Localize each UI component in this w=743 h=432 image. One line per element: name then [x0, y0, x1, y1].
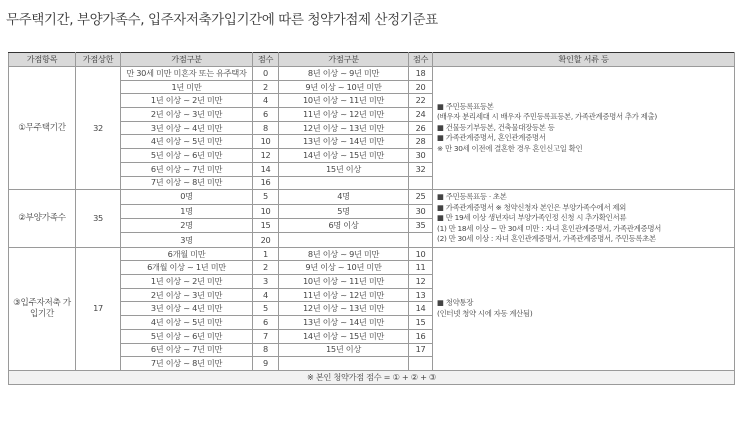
score-b-cell: 18 — [409, 67, 433, 81]
category-a-cell: 2명 — [121, 218, 253, 232]
score-b-cell: 12 — [409, 275, 433, 289]
score-b-cell: 25 — [409, 190, 433, 204]
document-note: (1) 만 18세 이상 ~ 만 30세 미만 : 자녀 혼인관계증명서, 가족관계증명서 — [437, 223, 661, 233]
category-a-cell: 4년 이상 ~ 5년 미만 — [121, 316, 253, 330]
category-b-cell: 15년 이상 — [279, 162, 409, 176]
score-b-cell: 35 — [409, 218, 433, 232]
item-cell: ②부양가족수 — [9, 190, 76, 248]
category-b-cell: 6명 이상 — [279, 218, 409, 232]
category-b-cell: 10년 이상 ~ 11년 미만 — [279, 94, 409, 108]
category-a-cell: 7년 이상 ~ 8년 미만 — [121, 176, 253, 190]
score-a-cell: 10 — [253, 135, 279, 149]
max-score-cell: 17 — [76, 247, 121, 370]
category-b-cell: 8년 이상 ~ 9년 미만 — [279, 247, 409, 261]
category-b-cell: 13년 이상 ~ 14년 미만 — [279, 316, 409, 330]
category-a-cell: 0명 — [121, 190, 253, 204]
category-b-cell: 5명 — [279, 204, 409, 218]
score-a-cell: 4 — [253, 288, 279, 302]
category-b-cell: 13년 이상 ~ 14년 미만 — [279, 135, 409, 149]
score-a-cell: 6 — [253, 108, 279, 122]
score-a-cell: 15 — [253, 218, 279, 232]
header-item: 가점항목 — [9, 53, 76, 67]
max-score-cell: 32 — [76, 67, 121, 190]
page-title: 무주택기간, 부양가족수, 입주자저축가입기간에 따른 청약가점제 산정기준표 — [6, 12, 438, 28]
score-b-cell — [409, 357, 433, 371]
score-b-cell: 14 — [409, 302, 433, 316]
score-a-cell: 14 — [253, 162, 279, 176]
category-b-cell: 9년 이상 ~ 10년 미만 — [279, 261, 409, 275]
category-b-cell — [279, 233, 409, 247]
document-note: ■ 건물등기부등본, 건축물대장등본 등 — [437, 122, 555, 132]
score-b-cell — [409, 233, 433, 247]
document-note: ■ 가족관계증명서, 혼인관계증명서 — [437, 133, 546, 143]
score-b-cell: 26 — [409, 121, 433, 135]
score-a-cell: 8 — [253, 121, 279, 135]
score-b-cell: 11 — [409, 261, 433, 275]
category-a-cell: 3명 — [121, 233, 253, 247]
document-note: ■ 청약통장 — [437, 298, 474, 308]
category-a-cell: 1년 이상 ~ 2년 미만 — [121, 275, 253, 289]
category-b-cell: 11년 이상 ~ 12년 미만 — [279, 288, 409, 302]
score-a-cell: 16 — [253, 176, 279, 190]
score-a-cell: 20 — [253, 233, 279, 247]
category-b-cell: 10년 이상 ~ 11년 미만 — [279, 275, 409, 289]
score-b-cell: 30 — [409, 149, 433, 163]
item-cell: ①무주택기간 — [9, 67, 76, 190]
header-score-a: 점수 — [253, 53, 279, 67]
document-note: (인터넷 청약 시에 자동 계산됨) — [437, 308, 533, 318]
category-a-cell: 5년 이상 ~ 6년 미만 — [121, 149, 253, 163]
item-cell: ③입주자저축 가입기간 — [9, 247, 76, 370]
document-note: (배우자 분리세대 시 배우자 주민등록표등본, 가족관계증명서 추가 제출) — [437, 112, 657, 122]
category-a-cell: 1년 미만 — [121, 80, 253, 94]
table-body — [9, 67, 735, 385]
category-b-cell: 12년 이상 ~ 13년 미만 — [279, 302, 409, 316]
score-a-cell: 3 — [253, 275, 279, 289]
document-note: ■ 주민등록표등 · 초본 — [437, 192, 507, 202]
category-b-cell: 14년 이상 ~ 15년 미만 — [279, 149, 409, 163]
score-a-cell: 5 — [253, 190, 279, 204]
table-row — [9, 190, 735, 204]
category-b-cell: 9년 이상 ~ 10년 미만 — [279, 80, 409, 94]
score-a-cell: 10 — [253, 204, 279, 218]
category-a-cell: 1년 이상 ~ 2년 미만 — [121, 94, 253, 108]
score-a-cell: 2 — [253, 261, 279, 275]
category-a-cell: 6년 이상 ~ 7년 미만 — [121, 162, 253, 176]
score-b-cell: 28 — [409, 135, 433, 149]
score-a-cell: 4 — [253, 94, 279, 108]
score-b-cell: 20 — [409, 80, 433, 94]
score-b-cell — [409, 176, 433, 190]
table-row — [9, 67, 735, 81]
category-a-cell: 5년 이상 ~ 6년 미만 — [121, 329, 253, 343]
score-b-cell: 17 — [409, 343, 433, 357]
total-formula: ※ 본인 청약가점 점수 = ① + ② + ③ — [9, 370, 735, 384]
score-a-cell: 9 — [253, 357, 279, 371]
score-a-cell: 7 — [253, 329, 279, 343]
header-documents: 확인할 서류 등 — [433, 53, 735, 67]
category-b-cell: 11년 이상 ~ 12년 미만 — [279, 108, 409, 122]
category-a-cell: 2년 이상 ~ 3년 미만 — [121, 108, 253, 122]
documents-cell — [433, 190, 735, 248]
category-b-cell — [279, 176, 409, 190]
footer-row — [9, 370, 735, 384]
category-a-cell: 4년 이상 ~ 5년 미만 — [121, 135, 253, 149]
category-b-cell: 15년 이상 — [279, 343, 409, 357]
document-note: ■ 가족관계증명서 ※ 청약신청자 본인은 부양가족수에서 제외 — [437, 202, 627, 212]
header-score-b: 점수 — [409, 53, 433, 67]
score-table — [8, 52, 735, 385]
document-note: ■ 만 19세 이상 생년자녀 부양가족인정 신청 시 추가확인서류 — [437, 213, 627, 223]
score-a-cell: 1 — [253, 247, 279, 261]
score-a-cell: 6 — [253, 316, 279, 330]
category-a-cell: 2년 이상 ~ 3년 미만 — [121, 288, 253, 302]
category-b-cell — [279, 357, 409, 371]
score-a-cell: 2 — [253, 80, 279, 94]
documents-cell — [433, 247, 735, 370]
score-b-cell: 32 — [409, 162, 433, 176]
score-b-cell: 10 — [409, 247, 433, 261]
category-a-cell: 6개월 이상 ~ 1년 미만 — [121, 261, 253, 275]
max-score-cell: 35 — [76, 190, 121, 248]
table-row — [9, 247, 735, 261]
score-a-cell: 0 — [253, 67, 279, 81]
score-b-cell: 24 — [409, 108, 433, 122]
category-b-cell: 14년 이상 ~ 15년 미만 — [279, 329, 409, 343]
score-b-cell: 15 — [409, 316, 433, 330]
category-a-cell: 6개월 미만 — [121, 247, 253, 261]
header-max: 가점상한 — [76, 53, 121, 67]
score-b-cell: 13 — [409, 288, 433, 302]
score-b-cell: 16 — [409, 329, 433, 343]
category-a-cell: 만 30세 미만 미혼자 또는 유주택자 — [121, 67, 253, 81]
category-a-cell: 1명 — [121, 204, 253, 218]
document-note: ※ 만 30세 이전에 결혼한 경우 혼인신고일 확인 — [437, 143, 583, 153]
score-a-cell: 5 — [253, 302, 279, 316]
documents-cell — [433, 67, 735, 190]
header-row — [9, 53, 735, 67]
category-a-cell: 3년 이상 ~ 4년 미만 — [121, 302, 253, 316]
score-b-cell: 22 — [409, 94, 433, 108]
category-a-cell: 3년 이상 ~ 4년 미만 — [121, 121, 253, 135]
header-category-a: 가점구분 — [121, 53, 253, 67]
category-a-cell: 6년 이상 ~ 7년 미만 — [121, 343, 253, 357]
document-note: ■ 주민등록표등본 — [437, 101, 494, 111]
category-b-cell: 12년 이상 ~ 13년 미만 — [279, 121, 409, 135]
header-category-b: 가점구분 — [279, 53, 409, 67]
category-b-cell: 8년 이상 ~ 9년 미만 — [279, 67, 409, 81]
score-a-cell: 8 — [253, 343, 279, 357]
category-a-cell: 7년 이상 ~ 8년 미만 — [121, 357, 253, 371]
document-note: (2) 만 30세 이상 : 자녀 혼인관계증명서, 가족관계증명서, 주민등록초본 — [437, 234, 656, 244]
category-b-cell: 4명 — [279, 190, 409, 204]
score-b-cell: 30 — [409, 204, 433, 218]
score-a-cell: 12 — [253, 149, 279, 163]
